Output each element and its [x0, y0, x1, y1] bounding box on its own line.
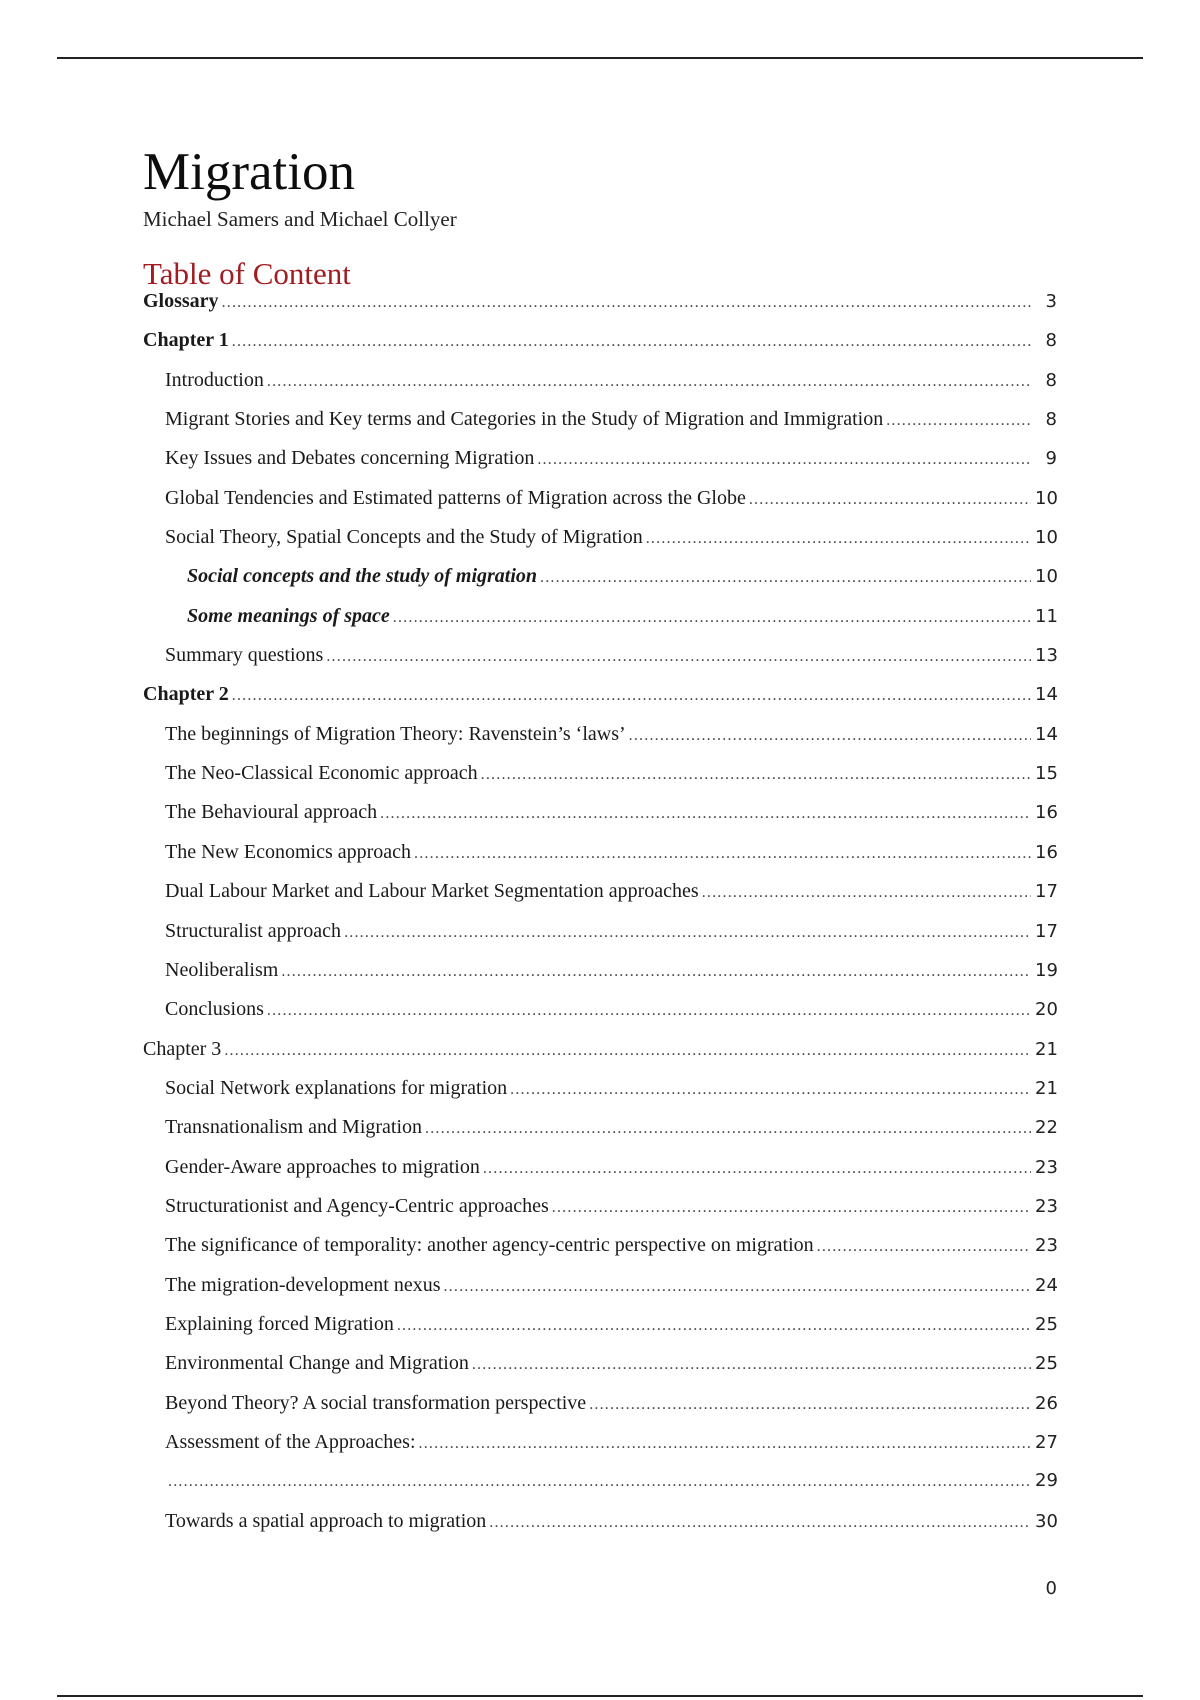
- toc-entry[interactable]: [143, 880, 1057, 919]
- toc-dot-leader: [168, 1473, 1031, 1491]
- toc-entry-page: 24: [1035, 1274, 1058, 1296]
- toc-entry-page: 19: [1035, 959, 1058, 981]
- toc-entry-title: Social Theory, Spatial Concepts and the Study of Migration: [165, 526, 643, 549]
- toc-entry-page: 30: [1035, 1510, 1058, 1532]
- toc-dot-leader: [393, 609, 1031, 627]
- toc-entry-page: 8: [1045, 369, 1057, 391]
- toc-dot-leader: [414, 845, 1031, 863]
- toc-entry-title: The New Economics approach: [165, 840, 412, 863]
- toc-entry-title: Chapter 1: [143, 329, 229, 352]
- toc-entry-page: 23: [1035, 1195, 1058, 1217]
- toc-dot-leader: [886, 412, 1031, 430]
- toc-dot-leader: [749, 491, 1031, 509]
- toc-dot-leader: [589, 1396, 1031, 1414]
- toc-entry[interactable]: [143, 723, 1057, 762]
- toc-entry[interactable]: [143, 1313, 1057, 1352]
- toc-dot-leader: [817, 1238, 1031, 1256]
- toc-dot-leader: [232, 687, 1031, 705]
- toc-entry[interactable]: [143, 1510, 1057, 1549]
- toc-entry[interactable]: [143, 762, 1057, 801]
- toc-dot-leader: [552, 1199, 1031, 1217]
- toc-entry-title: Structurationist and Agency-Centric approaches: [165, 1194, 549, 1217]
- toc-entry[interactable]: [143, 369, 1057, 408]
- toc-dot-leader: [326, 648, 1031, 666]
- toc-dot-leader: [489, 1514, 1031, 1532]
- toc-entry[interactable]: [143, 1274, 1057, 1313]
- toc-entry[interactable]: [143, 1116, 1057, 1155]
- toc-dot-leader: [540, 569, 1031, 587]
- toc-entry-page: 25: [1035, 1313, 1058, 1335]
- toc-entry-title: Gender-Aware approaches to migration: [165, 1155, 480, 1178]
- toc-dot-leader: [267, 373, 1031, 391]
- toc-dot-leader: [419, 1435, 1031, 1453]
- document-title: Migration: [143, 143, 355, 201]
- toc-dot-leader: [646, 530, 1031, 548]
- toc-entry[interactable]: [143, 447, 1057, 486]
- toc-entry-page: 29: [1035, 1470, 1058, 1492]
- toc-entry[interactable]: [143, 565, 1057, 604]
- toc-dot-leader: [344, 924, 1031, 942]
- toc-entry[interactable]: [143, 487, 1057, 526]
- table-of-contents: [143, 290, 1057, 1549]
- toc-entry[interactable]: [143, 1195, 1057, 1234]
- toc-dot-leader: [222, 294, 1031, 312]
- page-number: 0: [1045, 1578, 1057, 1599]
- toc-entry[interactable]: [143, 605, 1057, 644]
- toc-dot-leader: [629, 727, 1031, 745]
- toc-entry-title: Assessment of the Approaches:: [165, 1430, 416, 1453]
- toc-entry-page: 17: [1035, 881, 1058, 903]
- document-page: [143, 140, 1057, 1549]
- toc-entry[interactable]: [143, 644, 1057, 683]
- toc-entry-page: 8: [1045, 409, 1057, 431]
- toc-entry-title: Social Network explanations for migration: [165, 1076, 508, 1099]
- toc-entry-title: Towards a spatial approach to migration: [165, 1509, 487, 1532]
- toc-dot-leader: [380, 805, 1031, 823]
- toc-dot-leader: [397, 1317, 1031, 1335]
- toc-entry[interactable]: [143, 1352, 1057, 1391]
- toc-heading: Table of Content: [143, 256, 351, 291]
- toc-dot-leader: [702, 884, 1031, 902]
- bottom-rule: [57, 1695, 1143, 1697]
- toc-entry[interactable]: [143, 1470, 1057, 1509]
- toc-dot-leader: [510, 1081, 1031, 1099]
- toc-entry-title: Some meanings of space: [187, 604, 390, 627]
- document-authors: Michael Samers and Michael Collyer: [143, 207, 457, 231]
- toc-entry-title: Summary questions: [165, 644, 324, 667]
- toc-entry[interactable]: [143, 1431, 1057, 1470]
- toc-entry-title: The beginnings of Migration Theory: Ravenstein’s ‘laws’: [165, 722, 626, 745]
- toc-entry[interactable]: [143, 1234, 1057, 1273]
- toc-entry-title: Social concepts and the study of migration: [187, 565, 538, 588]
- toc-entry[interactable]: [143, 329, 1057, 368]
- toc-entry-title: Migrant Stories and Key terms and Categories in the Study of Migration and Immigration: [165, 408, 884, 431]
- toc-entry[interactable]: [143, 998, 1057, 1037]
- toc-entry-title: Chapter 2: [143, 683, 229, 706]
- toc-entry-title: The Neo-Classical Economic approach: [165, 762, 478, 785]
- top-rule: [57, 57, 1143, 59]
- toc-entry[interactable]: [143, 526, 1057, 565]
- toc-entry-title: The Behavioural approach: [165, 801, 378, 824]
- toc-entry-title: Neoliberalism: [165, 958, 279, 981]
- toc-dot-leader: [481, 766, 1031, 784]
- toc-entry-page: 27: [1035, 1431, 1058, 1453]
- toc-entry-page: 15: [1035, 763, 1058, 785]
- toc-entry-title: Conclusions: [165, 998, 264, 1021]
- toc-entry[interactable]: [143, 920, 1057, 959]
- toc-entry-page: 25: [1035, 1353, 1058, 1375]
- toc-entry[interactable]: [143, 408, 1057, 447]
- toc-entry[interactable]: [143, 1392, 1057, 1431]
- toc-entry-page: 10: [1035, 566, 1058, 588]
- toc-entry-page: 3: [1045, 291, 1057, 312]
- toc-entry[interactable]: [143, 290, 1057, 329]
- toc-dot-leader: [267, 1002, 1031, 1020]
- toc-entry-title: The significance of temporality: another agency-centric perspective on migration: [165, 1234, 814, 1257]
- toc-entry[interactable]: [143, 959, 1057, 998]
- toc-entry-title: Chapter 3: [143, 1037, 222, 1060]
- toc-entry-title: Introduction: [165, 368, 264, 391]
- toc-entry-page: 14: [1035, 684, 1058, 706]
- toc-dot-leader: [483, 1160, 1031, 1178]
- toc-entry-page: 10: [1035, 487, 1058, 509]
- toc-entry-title: Glossary: [143, 290, 219, 312]
- toc-dot-leader: [425, 1120, 1031, 1138]
- toc-dot-leader: [537, 451, 1031, 469]
- toc-entry-page: 20: [1035, 999, 1058, 1021]
- toc-entry-title: The migration-development nexus: [165, 1273, 441, 1296]
- toc-entry-page: 11: [1035, 605, 1058, 627]
- toc-entry[interactable]: [143, 1156, 1057, 1195]
- toc-entry-title: Structuralist approach: [165, 919, 342, 942]
- toc-entry[interactable]: [143, 683, 1057, 722]
- toc-entry-page: 21: [1035, 1038, 1058, 1060]
- toc-entry-title: Beyond Theory? A social transformation perspective: [165, 1391, 587, 1414]
- toc-entry[interactable]: [143, 1038, 1057, 1077]
- toc-entry-page: 8: [1045, 330, 1057, 352]
- toc-entry-page: 16: [1035, 841, 1058, 863]
- toc-dot-leader: [224, 1042, 1031, 1060]
- toc-entry-title: Environmental Change and Migration: [165, 1352, 469, 1375]
- toc-entry[interactable]: [143, 1077, 1057, 1116]
- toc-entry-page: 23: [1035, 1235, 1058, 1257]
- toc-entry[interactable]: [143, 801, 1057, 840]
- toc-dot-leader: [443, 1278, 1031, 1296]
- toc-dot-leader: [232, 333, 1031, 351]
- toc-entry-page: 16: [1035, 802, 1058, 824]
- toc-entry-title: Dual Labour Market and Labour Market Segmentation approaches: [165, 880, 699, 903]
- toc-entry-title: Explaining forced Migration: [165, 1312, 394, 1335]
- toc-entry-page: 10: [1035, 527, 1058, 549]
- toc-entry-title: Global Tendencies and Estimated patterns of Migration across the Globe: [165, 486, 746, 509]
- toc-entry-page: 21: [1035, 1077, 1058, 1099]
- toc-entry-page: 23: [1035, 1156, 1058, 1178]
- toc-dot-leader: [472, 1356, 1031, 1374]
- toc-dot-leader: [281, 963, 1031, 981]
- toc-entry-page: 22: [1035, 1117, 1058, 1139]
- toc-entry-page: 14: [1035, 723, 1058, 745]
- toc-entry-title: Transnationalism and Migration: [165, 1116, 423, 1139]
- toc-entry-page: 9: [1045, 448, 1057, 470]
- toc-entry-page: 17: [1035, 920, 1058, 942]
- toc-entry[interactable]: [143, 841, 1057, 880]
- toc-entry-page: 13: [1035, 645, 1058, 667]
- toc-entry-page: 26: [1035, 1392, 1058, 1414]
- toc-entry-title: Key Issues and Debates concerning Migration: [165, 447, 535, 470]
